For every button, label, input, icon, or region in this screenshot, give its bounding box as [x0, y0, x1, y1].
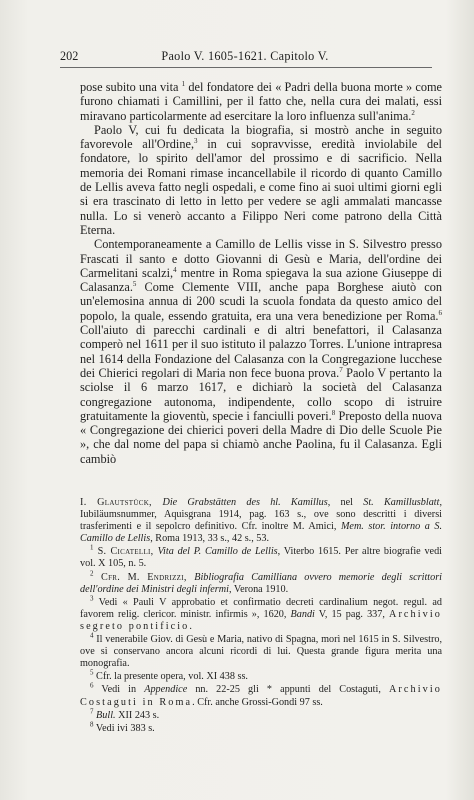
paragraph-3: Contemporaneamente a Camillo de Lellis visse in S. Silvestro presso Frascati il santo e dotto Giovanni di Gesù e Maria, dell'ordine dei Carmelitani scalzi,$^4$ mentre in Roma spiegava la sua azione Giuseppe di Calasanza.$^5$ Come Clemente VIII, anche papa Borghese aiutò con un'elemosina annua di 200 scudi la scuola fondata da questo amico del popolo, la quale, essendo gratuita, era una vera benedizione per Roma.$^6$ Coll'aiuto di parecchi cardinali e di altri benefattori, il Calasanza comperò nel 1611 per il suo istituto il palazzo Torres. L'unione intrapresa nel 1614 della Fondazione del Calasanza con la Congregazione lucchese dei Chierici regolari di Maria non fece buona prova.$^7$ Paolo V pertanto la sciolse il 6 marzo 1617, e dichiarò la società del Calasanza congregazione autonoma, indipendente, collo scopo di istruire gratuitamente la gioventù, specie i fanciulli poveri.$^8$ Preposto della nuova « Congregazione dei chierici poveri della Madre di Dio delle Scuole Pie », che dal nome del papa si chiamò anche Paolina, fu il Calasanza. Egli cambiò [80, 237, 442, 466]
running-header [60, 49, 430, 65]
footnote-8: $^8$ Vedi ivi 383 s. [90, 720, 155, 734]
footnote-4: $^4$ Il venerabile Giov. di Gesù e Maria, nativo di Spagna, morì nel 1615 in S. Silvestro, ove si conservano ancora alcuni ricordi di lui. Questa grande figura merita una monografia. [80, 631, 442, 670]
main-text [80, 80, 442, 466]
footnote-5: $^5$ Cfr. la presente opera, vol. XI 438 ss. [90, 668, 248, 683]
running-title: Paolo V. 1605-1621. Capitolo V. [161, 49, 329, 63]
footnote-2: $^2$ Cfr. M. Endrizzi, Bibliografia Camilliana ovvero memorie degli scrittori dell'ordine dei Ministri degli infermi, Verona 1910. [80, 569, 442, 595]
footnote-carryover: I. Glautstück, Die Grabstätten des hl. Kamillus, nel St. Kamillusblatt, Iubiläumsnummer, Aquisgrana 1914, pag. 163 s., ove sono descritti i diversi trasferimenti e il sepolcro definitivo. Cfr. inoltre M. Amici, Mem. stor. intorno a S. Camillo de Lellis, Roma 1913, 33 s., 42 s., 53. [80, 497, 442, 545]
footnote-6: $^6$ Vedi in Appendice nn. 22-25 gli * appunti del Costaguti, Archivio Costaguti in Roma. Cfr. anche Grossi-Gondi 97 ss. [80, 682, 442, 708]
footnotes [80, 497, 442, 736]
footnote-3: $^3$ Vedi « Pauli V approbatio et confirmatio decreti cardinalium negot. regul. ad favorem relig. clericor. ministr. infirmis », 1620, Bandi V, 15 pag. 337, Archivio segreto pontificio. [80, 594, 442, 632]
footnote-7: $^7$ Bull. XII 243 s. [90, 707, 160, 721]
paragraph-1: pose subito una vita $^1$ del fondatore dei « Padri della buona morte » come furono chiamati i Camillini, per il fatto che, nella cura dei malati, essi miravano particolarmente ad esercitare la loro influenza sull'anima.$^2$ [80, 79, 442, 123]
footnote-1: $^1$ S. Cicatelli, Vita del P. Camillo de Lellis, Viterbo 1615. Per altre biografie vedi vol. X 105, n. 5. [80, 543, 442, 570]
paragraph-2: Paolo V, cui fu dedicata la biografia, si mostrò anche in seguito favorevole all'Ordine,$^3$ in cui sopravvisse, eredità inviolabile del fondatore, lo spirito dell'amor del prossimo e di sacrificio. Nella memoria dei Romani rimase incancellabile il ricordo di quanto Camillo de Lellis aveva fatto negli ospedali, e come fino ai suoi ultimi giorni egli si era trascinato di letto in letto per vedere se agli ammalati mancasse nulla. Lo si venerò accanto a Filippo Neri come patrono della Città Eterna. [80, 122, 442, 237]
header-rule [60, 67, 432, 68]
page-number: 202 [60, 49, 79, 63]
